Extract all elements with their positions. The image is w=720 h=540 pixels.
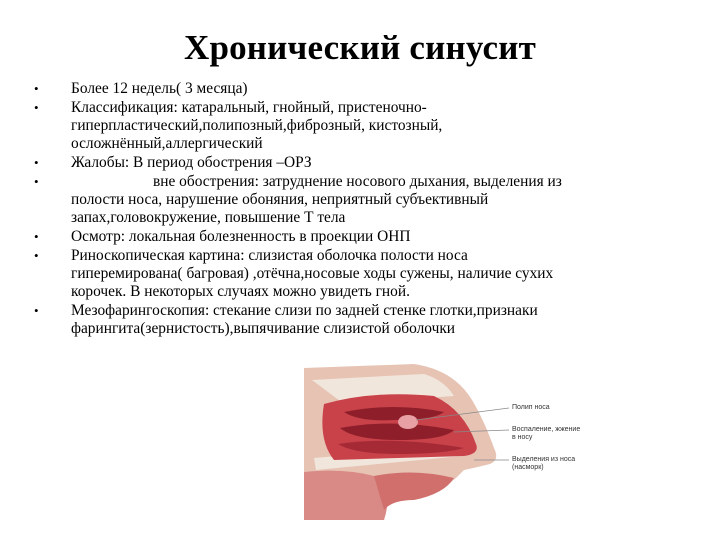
bullet-marker: • (34, 248, 39, 263)
bullet-marker: • (34, 155, 39, 170)
bullet-text: корочек. В некоторых случаях можно увидеть гной. (71, 283, 410, 300)
bullet-item-mesopharyngoscopy (34, 302, 674, 338)
label-discharge-line1: Выделения из носа (512, 456, 576, 463)
bullet-marker: • (34, 229, 39, 244)
bullet-text: Риноскопическая картина: слизистая оболочка полости носа (71, 247, 468, 264)
bullet-text: Мезофарингоскопия: стекание слизи по задней стенке глотки,признаки (71, 302, 538, 319)
bullet-text: гиперпластический,полипозный,фиброзный, кистозный, (71, 117, 443, 134)
label-discharge-line2: (насморк) (512, 464, 544, 471)
bullet-marker: • (34, 100, 39, 115)
bullet-text: Классификация: катаральный, гнойный, пристеночно- (71, 99, 427, 116)
bullet-item-rhinoscopy (34, 247, 674, 301)
label-inflammation-line2: в носу (512, 434, 533, 441)
label-inflammation-line1: Воспаление, жжение (512, 426, 581, 433)
bullet-marker: • (34, 303, 39, 318)
bullet-item-remission (34, 173, 674, 227)
bullet-text: запах,головокружение, повышение Т тела (71, 209, 346, 226)
bullet-text: полости носа, нарушение обоняния, неприятный субъективный (71, 191, 489, 208)
bullet-item-duration (34, 80, 674, 98)
label-polyp: Полип носа (512, 404, 550, 411)
nasal-cross-section-drawing (304, 360, 604, 525)
bullet-item-complaints (34, 154, 674, 172)
bullet-text: гиперемирована( багровая) ,отёчна,носовые ходы сужены, наличие сухих (71, 265, 554, 282)
bullet-item-examination (34, 228, 674, 246)
bullet-marker: • (34, 174, 39, 189)
nasal-anatomy-illustration (304, 360, 604, 525)
nasal-polyp (398, 415, 418, 429)
slide-title: Хронический синусит (183, 28, 537, 67)
bullet-item-classification (34, 99, 674, 153)
bullet-marker: • (34, 81, 39, 96)
tongue-shape (374, 472, 454, 510)
bullet-list (34, 80, 674, 339)
bullet-text: Более 12 недель( 3 месяца) (71, 80, 248, 97)
bullet-text: осложнённый,аллергический (71, 135, 263, 152)
bullet-text: Жалобы: В период обострения –ОРЗ (71, 154, 312, 171)
bullet-text: фарингита(зернистость),выпячивание слизистой оболочки (71, 320, 456, 337)
bullet-text: вне обострения: затруднение носового дыхания, выделения из (153, 173, 562, 190)
bullet-text: Осмотр: локальная болезненность в проекции ОНП (71, 228, 411, 245)
